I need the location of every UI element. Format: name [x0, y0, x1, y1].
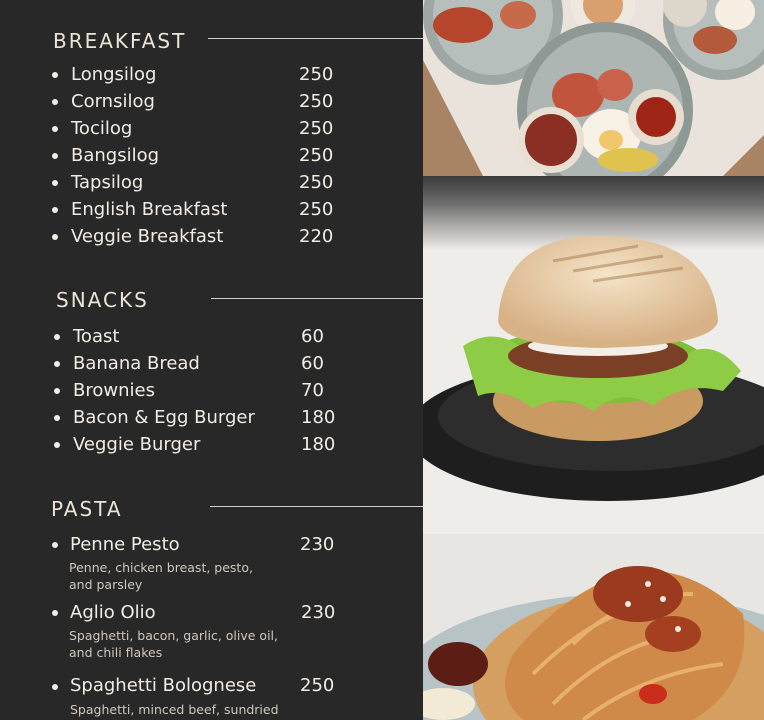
- bullet-icon: [54, 442, 60, 448]
- breakfast-item-name: Tocilog: [71, 118, 133, 139]
- snacks-item-name: Veggie Burger: [73, 434, 201, 455]
- pasta-item-name: Penne Pesto: [70, 534, 180, 555]
- pasta-item-description: [69, 559, 299, 593]
- snacks-rule: [211, 298, 423, 299]
- breakfast-item-name: Veggie Breakfast: [71, 226, 224, 247]
- breakfast-item-price: 250: [299, 172, 334, 193]
- bullet-icon: [54, 388, 60, 394]
- bullet-icon: [54, 361, 60, 367]
- snacks-item-name: Brownies: [73, 380, 155, 401]
- breakfast-item-price: 250: [299, 145, 334, 166]
- bullet-icon: [52, 153, 58, 159]
- snacks-item-price: 180: [301, 407, 336, 428]
- breakfast-heading: BREAKFAST: [53, 29, 187, 53]
- bullet-icon: [52, 207, 58, 213]
- bullet-icon: [52, 99, 58, 105]
- snacks-item-price: 60: [301, 353, 324, 374]
- burger-photo: [423, 176, 764, 534]
- bullet-icon: [52, 610, 58, 616]
- breakfast-item-name: Bangsilog: [71, 145, 160, 166]
- breakfast-item-price: 250: [299, 91, 334, 112]
- bullet-icon: [54, 415, 60, 421]
- burger-icon: [423, 176, 764, 534]
- spaghetti-photo: [423, 534, 764, 720]
- snacks-heading: SNACKS: [56, 288, 149, 312]
- snacks-item-price: 60: [301, 326, 324, 347]
- breakfast-item-name: Cornsilog: [71, 91, 155, 112]
- breakfast-rule: [208, 38, 423, 39]
- breakfast-item-name: Tapsilog: [71, 172, 144, 193]
- breakfast-item-price: 220: [299, 226, 334, 247]
- bullet-icon: [52, 234, 58, 240]
- spaghetti-icon: [423, 534, 764, 720]
- pasta-item-name: Spaghetti Bolognese: [70, 675, 257, 696]
- pasta-heading: PASTA: [51, 497, 123, 521]
- snacks-item-name: Banana Bread: [73, 353, 200, 374]
- pasta-item-price: 230: [301, 602, 336, 623]
- breakfast-item-name: Longsilog: [71, 64, 157, 85]
- breakfast-plates-photo: [423, 0, 764, 176]
- description-line: and parsley: [69, 577, 143, 592]
- description-line: Penne, chicken breast, pesto,: [69, 560, 253, 575]
- photo-column: [423, 0, 764, 720]
- bullet-icon: [52, 180, 58, 186]
- description-line: and chili flakes: [69, 645, 163, 660]
- snacks-item-name: Toast: [73, 326, 120, 347]
- pasta-item-description: [70, 701, 300, 718]
- bullet-icon: [52, 542, 58, 548]
- description-line: Spaghetti, minced beef, sundried: [70, 702, 279, 717]
- description-line: Spaghetti, bacon, garlic, olive oil,: [69, 628, 279, 643]
- pasta-rule: [210, 506, 423, 507]
- snacks-item-name: Bacon & Egg Burger: [73, 407, 255, 428]
- bullet-icon: [52, 126, 58, 132]
- snacks-item-price: 180: [301, 434, 336, 455]
- bullet-icon: [52, 684, 58, 690]
- pasta-item-price: 230: [300, 534, 335, 555]
- pasta-item-price: 250: [300, 675, 335, 696]
- pasta-item-name: Aglio Olio: [70, 602, 156, 623]
- breakfast-item-name: English Breakfast: [71, 199, 228, 220]
- breakfast-item-price: 250: [299, 118, 334, 139]
- breakfast-item-price: 250: [299, 64, 334, 85]
- breakfast-item-price: 250: [299, 199, 334, 220]
- pasta-item-description: [69, 627, 299, 661]
- bullet-icon: [52, 72, 58, 78]
- breakfast-plates-icon: [423, 0, 764, 176]
- snacks-item-price: 70: [301, 380, 324, 401]
- bullet-icon: [54, 334, 60, 340]
